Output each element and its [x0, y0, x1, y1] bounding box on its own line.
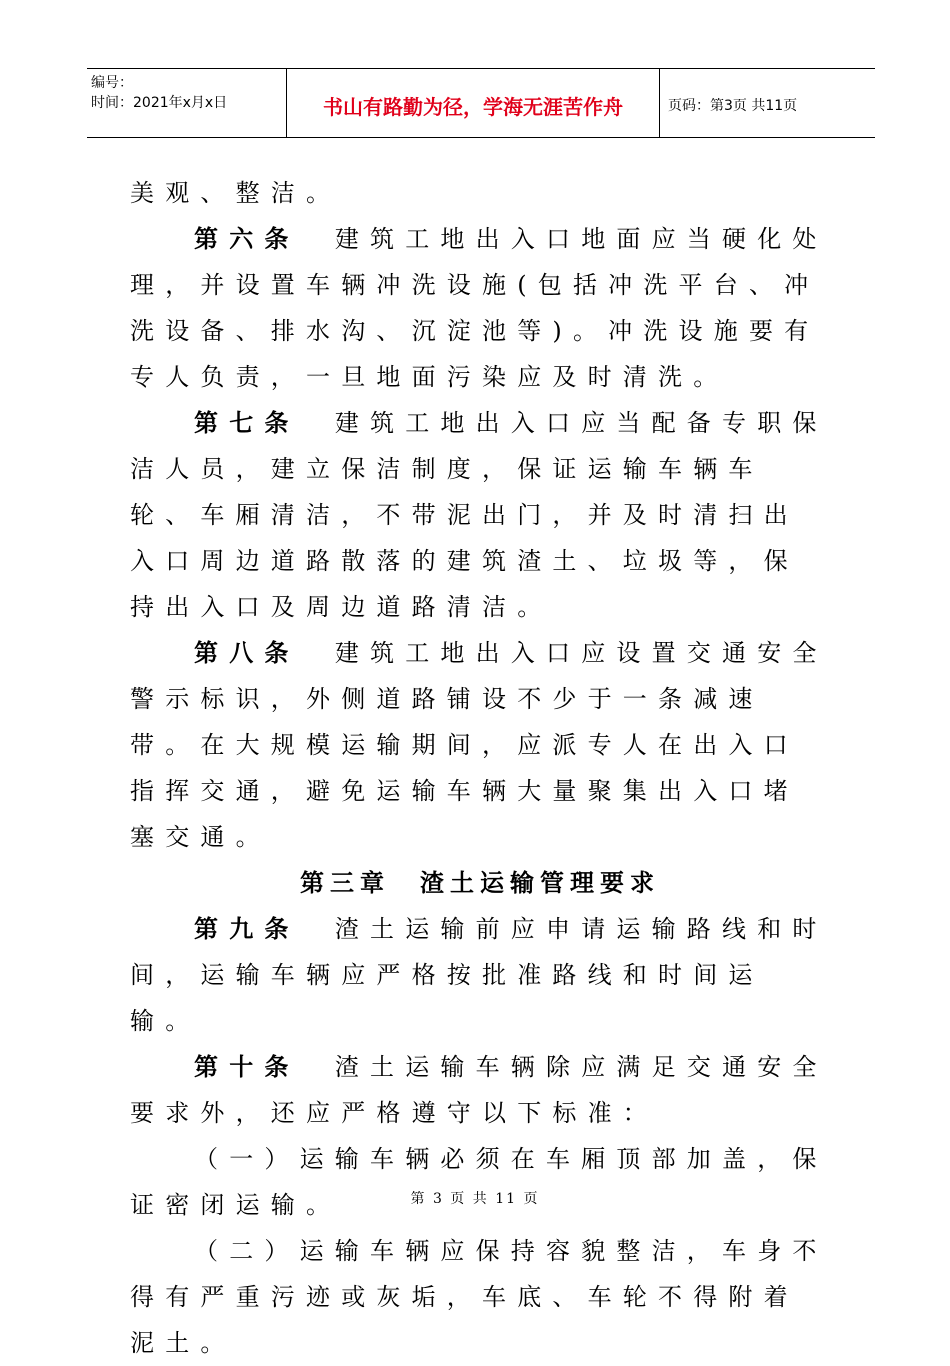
page-footer: 第 3 页 共 11 页: [410, 1191, 540, 1207]
header-motto: 书山有路勤为径，学海无涯苦作舟: [287, 69, 660, 137]
article-text: 建筑工地出入口应设置交通安全警示标识，外侧道路铺设不少于一条减速带。在大规模运输期间，应派专人在出入口指挥交通，避免运输车辆大量聚集出入口堵塞交通。: [130, 639, 828, 851]
article-8: [130, 630, 830, 860]
article-text: 建筑工地出入口地面应当硬化处理，并设置车辆冲洗设施(包括冲洗平台、冲洗设备、排水沟、沉淀池等)。冲洗设施要有专人负责，一旦地面污染应及时清洗。: [130, 225, 828, 391]
article-10: [130, 1044, 830, 1136]
article-7: [130, 400, 830, 630]
header-page-info: 页码：第3页 共11页: [668, 98, 798, 114]
list-item: （一）运输车辆必须在车厢顶部加盖，保证密闭运输。: [130, 1145, 828, 1219]
header-meta: [87, 69, 287, 137]
article-title: 第七条: [194, 409, 300, 437]
chapter-heading: 第三章 渣土运输管理要求: [300, 869, 660, 897]
list-item: （二）运输车辆应保持容貌整洁，车身不得有严重污迹或灰垢，车底、车轮不得附着泥土。: [130, 1237, 828, 1357]
article-text: 渣土运输车辆除应满足交通安全要求外，还应严格遵守以下标准：: [130, 1053, 828, 1127]
page-header: [87, 68, 875, 138]
article-title: 第九条: [194, 915, 300, 943]
article-title: 第十条: [194, 1053, 300, 1081]
article-9: [130, 906, 830, 1044]
article-6: [130, 216, 830, 400]
article-text: 建筑工地出入口应当配备专职保洁人员，建立保洁制度，保证运输车辆车轮、车厢清洁，不带泥出门，并及时清扫出入口周边道路散落的建筑渣土、垃圾等，保持出入口及周边道路清洁。: [130, 409, 828, 621]
article-text: 渣土运输前应申请运输路线和时间，运输车辆应严格按批准路线和时间运输。: [130, 915, 828, 1035]
article-title: 第八条: [194, 639, 300, 667]
number-label: 编号：: [91, 75, 133, 91]
paragraph: 美观、整洁。: [130, 179, 342, 207]
article-title: 第六条: [194, 225, 300, 253]
time-label: 时间：2021年x月x日: [91, 95, 228, 111]
document-body: [130, 170, 830, 1366]
